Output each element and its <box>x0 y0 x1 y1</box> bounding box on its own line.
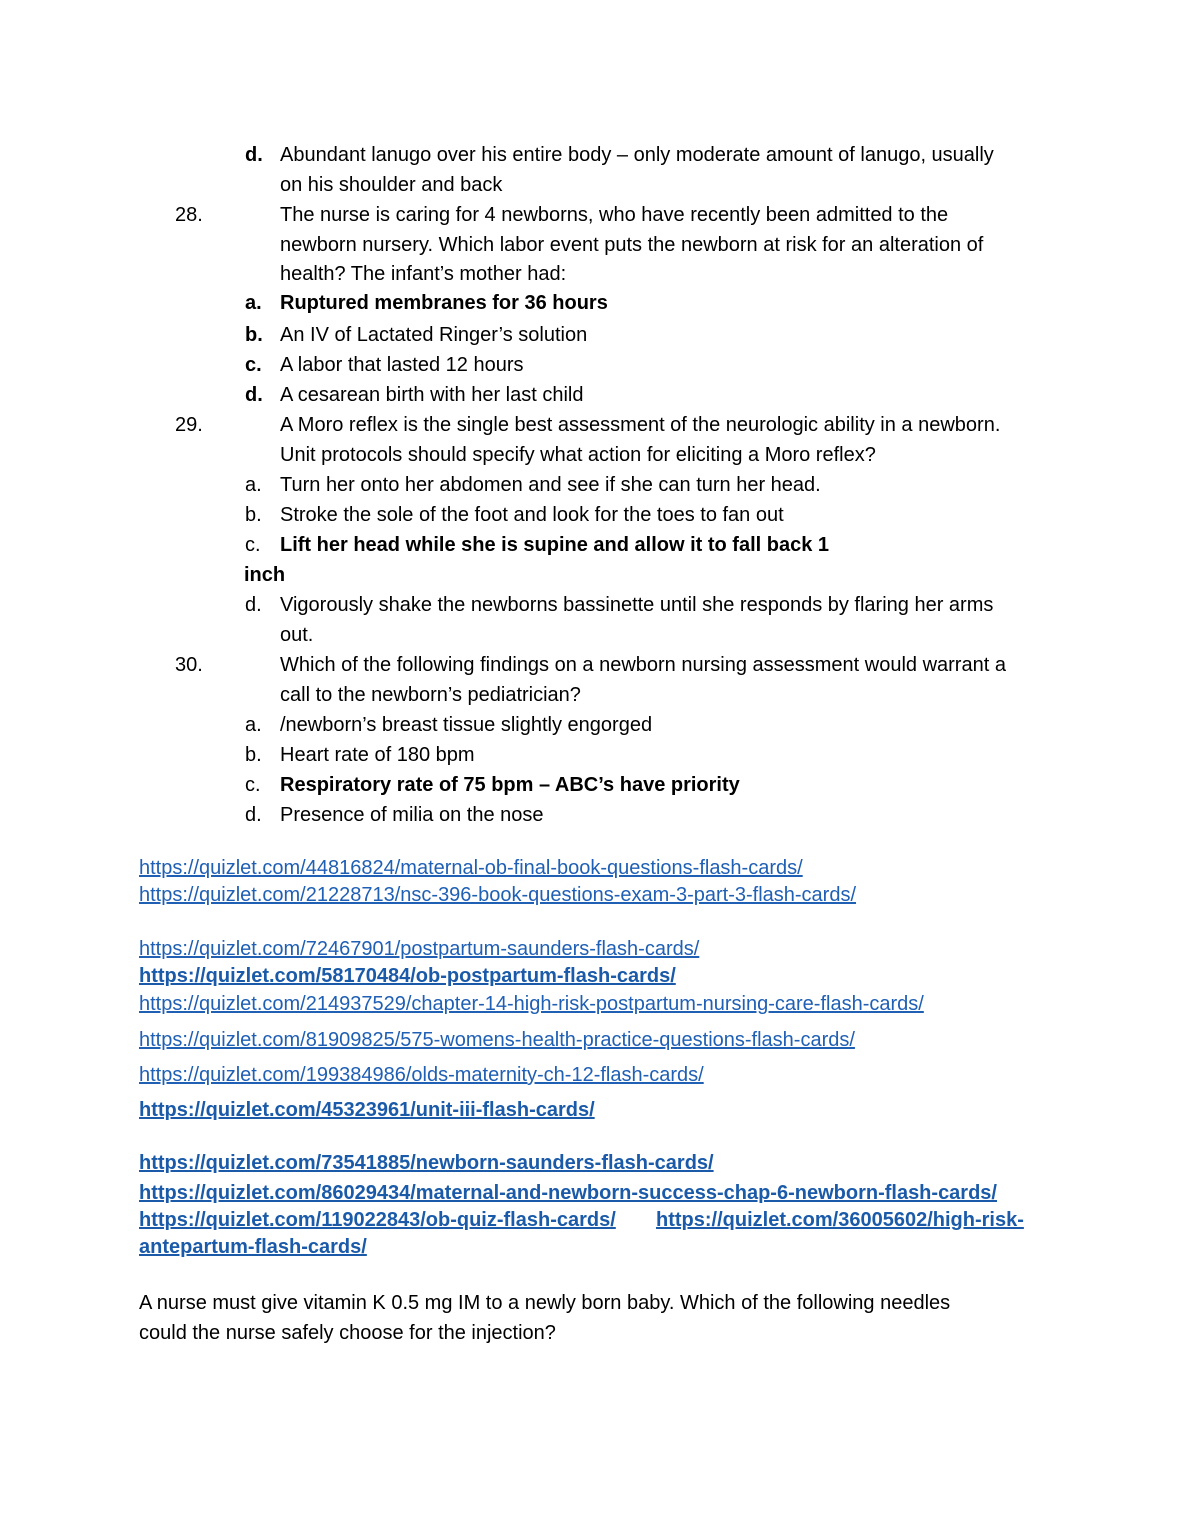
option-text-correct: Ruptured membranes for 36 hours <box>280 292 608 314</box>
quizlet-link[interactable]: https://quizlet.com/72467901/postpartum-saunders-flash-cards/ <box>139 938 700 960</box>
quizlet-link[interactable]: https://quizlet.com/73541885/newborn-saunders-flash-cards/ <box>139 1152 714 1174</box>
option-label: d. <box>245 594 262 616</box>
option-text-cont: out. <box>280 624 314 646</box>
question-number: 28. <box>175 204 203 226</box>
option-text: Stroke the sole of the foot and look for the toes to fan out <box>280 504 784 526</box>
quizlet-link-cont[interactable]: antepartum-flash-cards/ <box>139 1236 367 1258</box>
option-label: c. <box>245 534 261 556</box>
quizlet-link[interactable]: https://quizlet.com/199384986/olds-maternity-ch-12-flash-cards/ <box>139 1064 704 1086</box>
option-label: a. <box>245 474 262 496</box>
quizlet-link[interactable]: https://quizlet.com/214937529/chapter-14-high-risk-postpartum-nursing-care-flash-cards/ <box>139 993 924 1015</box>
option-label: b. <box>245 324 263 346</box>
option-label: d. <box>245 144 263 166</box>
quizlet-link[interactable]: https://quizlet.com/86029434/maternal-and-newborn-success-chap-6-newborn-flash-cards/ <box>139 1182 997 1204</box>
option-label: c. <box>245 774 261 796</box>
option-text-correct: Respiratory rate of 75 bpm – ABC’s have priority <box>280 774 740 796</box>
quizlet-link[interactable]: https://quizlet.com/45323961/unit-iii-flash-cards/ <box>139 1099 595 1121</box>
quizlet-link[interactable]: https://quizlet.com/21228713/nsc-396-book-questions-exam-3-part-3-flash-cards/ <box>139 884 857 906</box>
option-label: c. <box>245 354 262 376</box>
question-stem: Unit protocols should specify what action for eliciting a Moro reflex? <box>280 444 876 466</box>
question-stem: Which of the following findings on a newborn nursing assessment would warrant a <box>280 654 1006 676</box>
option-label: b. <box>245 504 262 526</box>
option-text: /newborn’s breast tissue slightly engorged <box>280 714 653 736</box>
quizlet-link[interactable]: https://quizlet.com/36005602/high-risk- <box>656 1209 1024 1231</box>
option-text: Vigorously shake the newborns bassinette until she responds by flaring her arms <box>280 594 994 616</box>
option-label: b. <box>245 744 262 766</box>
quizlet-link[interactable]: https://quizlet.com/119022843/ob-quiz-flash-cards/ <box>139 1209 616 1231</box>
option-text-correct: Lift her head while she is supine and allow it to fall back 1 <box>280 534 830 556</box>
question-stem: A Moro reflex is the single best assessment of the neurologic ability in a newborn. <box>280 414 1001 436</box>
quizlet-link[interactable]: https://quizlet.com/58170484/ob-postpartum-flash-cards/ <box>139 965 676 987</box>
question-number: 30. <box>175 654 203 676</box>
question-stem: health? The infant’s mother had: <box>280 263 567 285</box>
option-text-correct-cont: inch <box>244 564 286 586</box>
quizlet-link[interactable]: https://quizlet.com/44816824/maternal-ob-final-book-questions-flash-cards/ <box>139 857 803 879</box>
footer-question: could the nurse safely choose for the injection? <box>139 1322 556 1344</box>
option-label: d. <box>245 804 262 826</box>
option-text-cont: on his shoulder and back <box>280 174 503 196</box>
option-text: Presence of milia on the nose <box>280 804 544 826</box>
quizlet-link[interactable]: https://quizlet.com/81909825/575-womens-health-practice-questions-flash-cards/ <box>139 1029 855 1051</box>
option-text: Abundant lanugo over his entire body – only moderate amount of lanugo, usually <box>280 144 994 166</box>
option-label: a. <box>245 292 262 314</box>
question-stem: The nurse is caring for 4 newborns, who have recently been admitted to the <box>280 204 949 226</box>
question-stem: call to the newborn’s pediatrician? <box>280 684 581 706</box>
question-number: 29. <box>175 414 203 436</box>
option-text: An IV of Lactated Ringer’s solution <box>280 324 588 346</box>
option-text: Heart rate of 180 bpm <box>280 744 475 766</box>
option-label: d. <box>245 384 263 406</box>
option-label: a. <box>245 714 262 736</box>
question-stem: newborn nursery. Which labor event puts the newborn at risk for an alteration of <box>280 234 984 256</box>
footer-question: A nurse must give vitamin K 0.5 mg IM to a newly born baby. Which of the following needles <box>139 1292 951 1314</box>
option-text: A labor that lasted 12 hours <box>280 354 524 376</box>
option-text: A cesarean birth with her last child <box>280 384 584 406</box>
option-text: Turn her onto her abdomen and see if she can turn her head. <box>280 474 821 496</box>
